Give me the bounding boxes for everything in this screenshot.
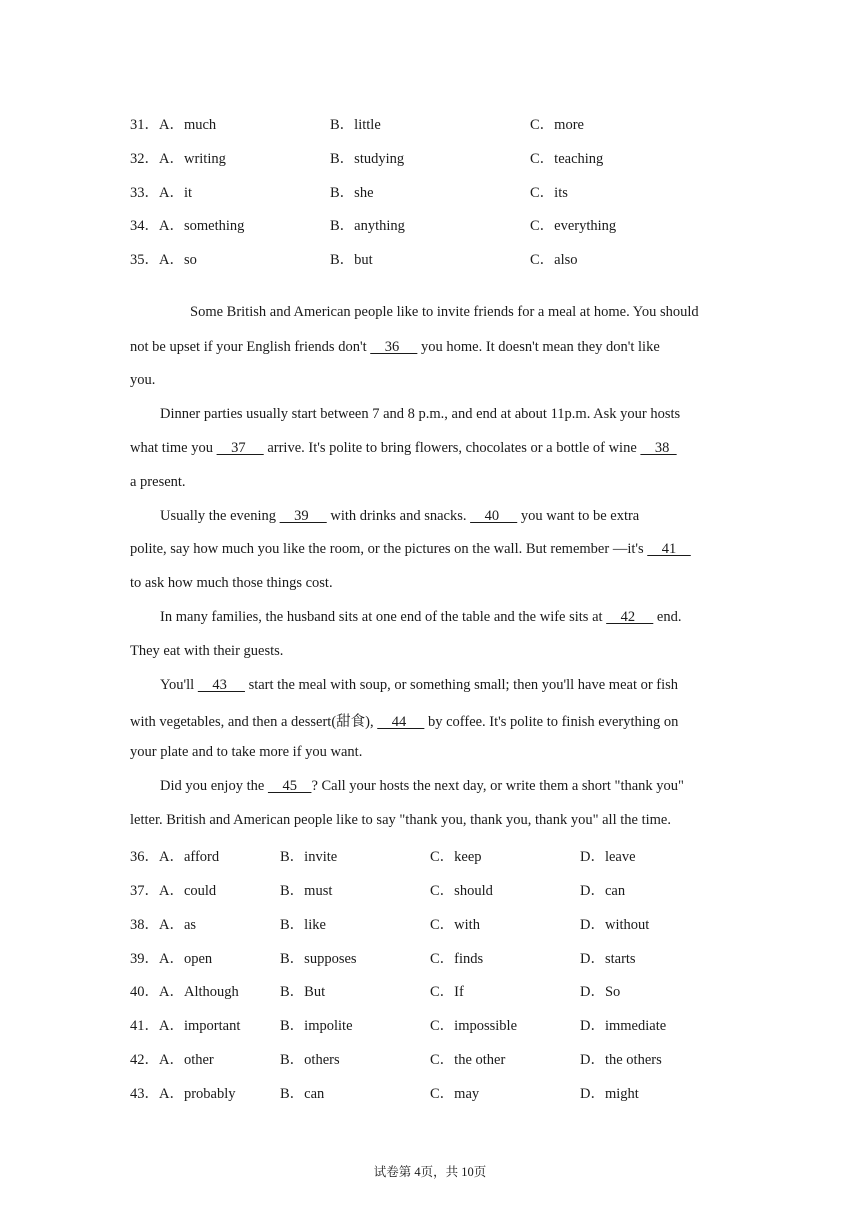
blank-38: 38 xyxy=(640,440,677,456)
passage-line: polite, say how much you like the room, or the pictures on the wall. But remember —it's 41 xyxy=(130,541,691,557)
option-a: 43．A．probably xyxy=(130,1086,236,1102)
option-a: 34．A．something xyxy=(130,218,245,234)
option-b: B．must xyxy=(280,883,333,899)
option-a: 41．A．important xyxy=(130,1018,241,1034)
option-d: D．might xyxy=(580,1086,639,1102)
option-a: 36．A．afford xyxy=(130,849,220,865)
option-d: D．the others xyxy=(580,1052,662,1068)
blank-36: 36 xyxy=(370,339,418,355)
passage-line: your plate and to take more if you want. xyxy=(130,744,363,760)
question-row-40 xyxy=(130,980,770,1000)
passage-line: Some British and American people like to invite friends for a meal at home. You should xyxy=(190,304,699,320)
option-a: 32．A．writing xyxy=(130,151,226,167)
passage-line: They eat with their guests. xyxy=(130,643,284,659)
passage-line: letter. British and American people like to say "thank you, thank you, thank you" all the time. xyxy=(130,812,671,828)
passage-line: a present. xyxy=(130,474,186,490)
option-c: C．with xyxy=(430,917,480,933)
option-b: B．like xyxy=(280,917,326,933)
option-a: 33．A．it xyxy=(130,185,193,201)
option-c: C．more xyxy=(530,117,584,133)
option-c: C．If xyxy=(430,984,464,1000)
passage-line: what time you 37 arrive. It's polite to bring flowers, chocolates or a bottle of wine 38 xyxy=(130,440,677,456)
option-b: B．impolite xyxy=(280,1018,353,1034)
option-b: B．invite xyxy=(280,849,338,865)
option-c: C．its xyxy=(530,185,568,201)
option-b: B．can xyxy=(280,1086,325,1102)
option-c: C．impossible xyxy=(430,1018,518,1034)
passage-line: Dinner parties usually start between 7 and 8 p.m., and end at about 11p.m. Ask your hosts xyxy=(160,406,681,422)
question-row-31 xyxy=(130,113,770,133)
option-b: B．others xyxy=(280,1052,340,1068)
blank-43: 43 xyxy=(197,677,245,693)
option-d: D．So xyxy=(580,984,621,1000)
passage-line: not be upset if your English friends don't 36 you home. It doesn't mean they don't like xyxy=(130,339,660,355)
option-d: D．can xyxy=(580,883,626,899)
blank-41: 41 xyxy=(647,541,691,557)
question-row-38 xyxy=(130,913,770,933)
blank-42: 42 xyxy=(606,609,654,625)
option-a: 42．A．other xyxy=(130,1052,214,1068)
blank-45: 45 xyxy=(267,778,312,794)
option-c: C．teaching xyxy=(530,151,604,167)
option-c: C．finds xyxy=(430,951,484,967)
passage-line: to ask how much those things cost. xyxy=(130,575,333,591)
option-a: 38．A．as xyxy=(130,917,197,933)
blank-44: 44 xyxy=(377,714,425,730)
passage-line: with vegetables, and then a dessert(甜食), 44 by coffee. It's polite to finish everything on xyxy=(130,714,679,730)
page-footer: 试卷第 4页，共 10页 xyxy=(373,1165,487,1179)
option-a: 37．A．could xyxy=(130,883,217,899)
option-c: C．keep xyxy=(430,849,482,865)
option-c: C．the other xyxy=(430,1052,506,1068)
option-c: C．everything xyxy=(530,218,617,234)
option-a: 31．A．much xyxy=(130,117,217,133)
question-row-36 xyxy=(130,845,770,865)
question-row-42 xyxy=(130,1048,770,1068)
option-b: B．anything xyxy=(330,218,405,234)
question-row-41 xyxy=(130,1014,770,1034)
option-b: B．supposes xyxy=(280,951,357,967)
option-c: C．should xyxy=(430,883,493,899)
option-a: 40．A．Although xyxy=(130,984,239,1000)
option-b: B．but xyxy=(330,252,373,268)
passage-line: Usually the evening 39 with drinks and snacks. 40 you want to be extra xyxy=(160,508,640,524)
option-c: C．also xyxy=(530,252,578,268)
option-a: 39．A．open xyxy=(130,951,213,967)
question-row-34 xyxy=(130,214,770,234)
option-c: C．may xyxy=(430,1086,480,1102)
option-d: D．without xyxy=(580,917,650,933)
option-b: B．little xyxy=(330,117,381,133)
option-d: D．starts xyxy=(580,951,636,967)
option-d: D．leave xyxy=(580,849,636,865)
question-row-37 xyxy=(130,879,770,899)
passage-line: you. xyxy=(130,372,156,388)
question-row-43 xyxy=(130,1082,770,1102)
blank-39: 39 xyxy=(279,508,327,524)
option-a: 35．A．so xyxy=(130,252,197,268)
question-row-32 xyxy=(130,147,770,167)
blank-37: 37 xyxy=(216,440,264,456)
option-d: D．immediate xyxy=(580,1018,667,1034)
blank-40: 40 xyxy=(470,508,518,524)
option-b: B．But xyxy=(280,984,326,1000)
passage-line: In many families, the husband sits at one end of the table and the wife sits at 42 end. xyxy=(160,609,682,625)
question-row-35 xyxy=(130,248,770,268)
option-b: B．she xyxy=(330,185,374,201)
question-row-33 xyxy=(130,181,770,201)
question-row-39 xyxy=(130,947,770,967)
passage-line: You'll 43 start the meal with soup, or something small; then you'll have meat or fish xyxy=(160,677,679,693)
option-b: B．studying xyxy=(330,151,405,167)
passage-line: Did you enjoy the 45 ? Call your hosts the next day, or write them a short "thank you" xyxy=(160,778,684,794)
